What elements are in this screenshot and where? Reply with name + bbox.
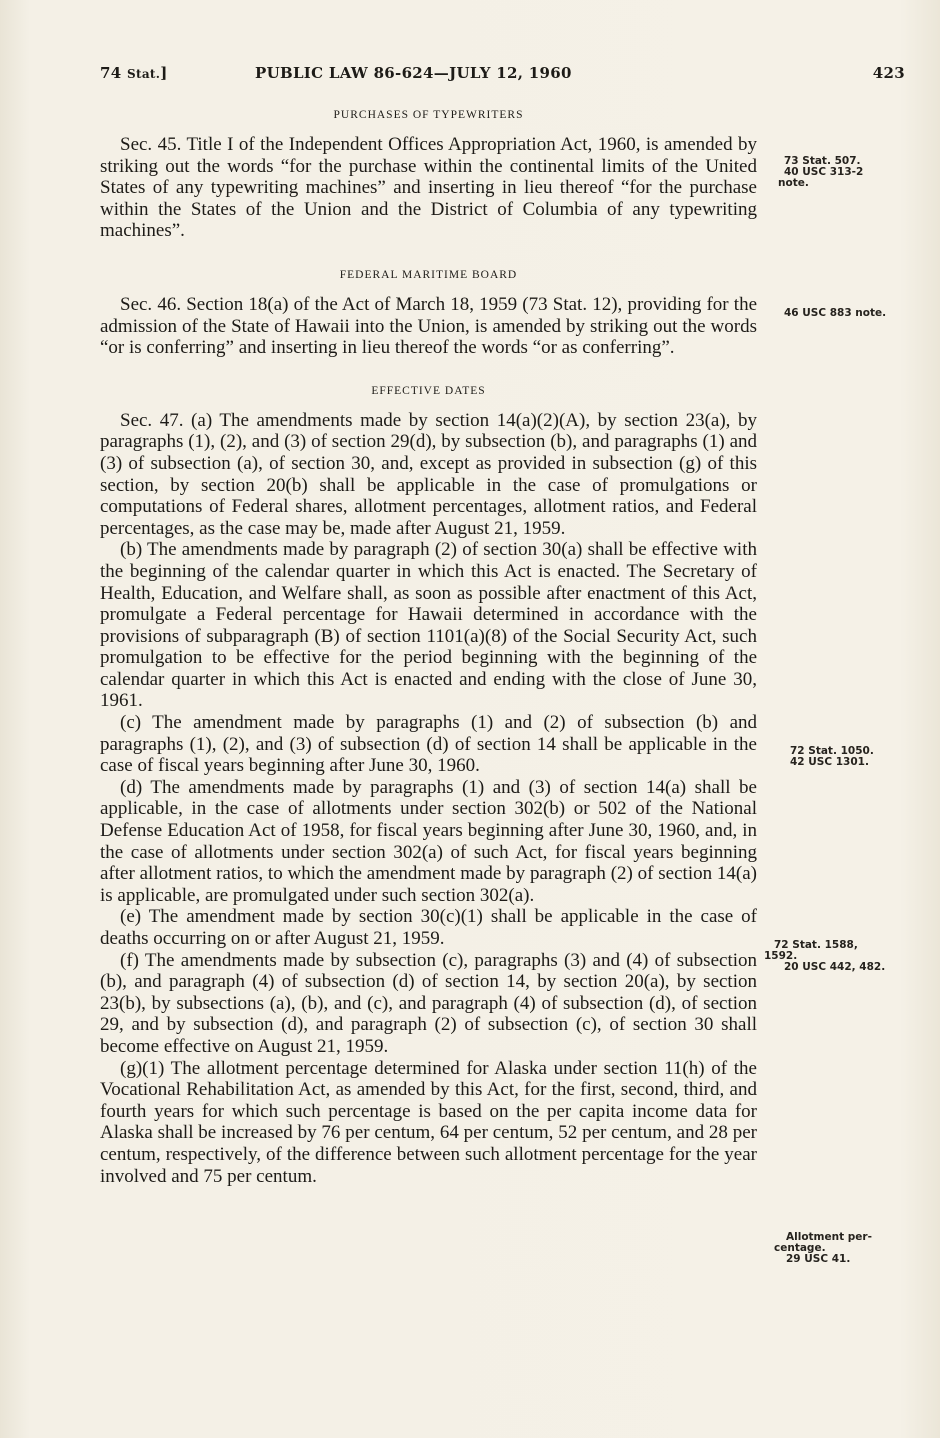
header-title: PUBLIC LAW 86-624—JULY 12, 1960 <box>255 64 572 82</box>
volume-unit: Stat. <box>127 67 161 81</box>
margin-note-line: 72 Stat. 1050. <box>790 745 874 757</box>
volume-number: 74 <box>100 64 122 82</box>
margin-note-maritime <box>784 308 886 319</box>
margin-note-line: 73 Stat. 507. <box>784 155 861 167</box>
margin-note-line: centage. <box>774 1242 826 1254</box>
margin-note-line: Allotment per- <box>786 1231 872 1243</box>
section-heading-maritime: FEDERAL MARITIME BOARD <box>339 268 518 281</box>
section-heading-purchases: PURCHASES OF TYPEWRITERS <box>333 109 524 121</box>
margin-note-line: 29 USC 41. <box>786 1253 851 1265</box>
section-47e-paragraph: (e) The amendment made by section 30(c)(1) shall be applicable in the case of deaths occurring on or after August 21, 1959. <box>100 906 757 949</box>
section-heading-effective-dates: EFFECTIVE DATES <box>371 384 486 397</box>
margin-note-social-security <box>790 746 874 768</box>
page-number: 423 <box>872 64 905 82</box>
margin-note-line: 46 USC 883 note. <box>784 307 887 319</box>
margin-note-education <box>764 940 885 973</box>
section-45-paragraph: Sec. 45. Title I of the Independent Offices Appropriation Act, 1960, is amended by striking out the words “for the purchase within the continental limits of the United States of any typewriting machines” and inserting in lieu thereof “for the purchase within the States of the Union and the District of Columbia of any typewriting machines”. <box>100 134 757 242</box>
margin-note-allotment <box>774 1232 872 1265</box>
margin-note-typewriters <box>778 156 863 189</box>
volume-citation <box>100 64 168 82</box>
running-header <box>100 64 905 84</box>
main-text <box>100 108 757 1187</box>
margin-note-line: 42 USC 1301. <box>790 756 869 768</box>
section-47d-paragraph: (d) The amendments made by paragraphs (1) and (3) of section 14(a) shall be applicable, in the case of allotments under section 302(b) or 502 of the National Defense Education Act of 1958, for fiscal years beginning after June 30, 1960, and, in the case of allotments under section 302(a) of such Act, for fiscal years beginning after allotment ratios, to which the amendment made by paragraph (2) of section 14(a) is applicable, are promulgated under such section 302(a). <box>100 776 757 906</box>
margin-note-line: 72 Stat. 1588, <box>774 939 858 951</box>
spacer <box>100 242 757 268</box>
section-47a-paragraph: Sec. 47. (a) The amendments made by section 14(a)(2)(A), by section 23(a), by paragraphs (1), (2), and (3) of section 29(d), by subsection (b), and paragraphs (1) and (3) of subsection (a), of section 30, and, except as provided in subsection (g) of this section, by section 20(b) shall be applicable in the case of promulgations or computations of Federal shares, allotment percentages, allotment ratios, and Federal percentages, as the case may be, made after August 21, 1959. <box>100 409 757 539</box>
section-47c-paragraph: (c) The amendment made by paragraphs (1) and (2) of subsection (b) and paragraphs (1), (2), and (3) of subsection (d) of section 14 shall be applicable in the case of fiscal years beginning after June 30, 1960. <box>100 712 757 777</box>
section-47f-paragraph: (f) The amendments made by subsection (c), paragraphs (3) and (4) of subsection (b), and paragraph (4) of subsection (d) of section 14, by section 20(a), by section 23(b), by subsections (a), (b), and (c), and paragraph (4) of subsection (d), of section 29, and by subsection (d), and paragraph (2) of subsection (c), of section 30 shall become effective on August 21, 1959. <box>100 949 757 1057</box>
volume-bracket: ] <box>160 64 168 82</box>
margin-note-line: 40 USC 313-2 <box>784 166 864 178</box>
margin-note-line: note. <box>778 177 809 189</box>
spacer <box>100 359 757 384</box>
margin-note-line: 1592. <box>764 950 798 962</box>
section-46-paragraph: Sec. 46. Section 18(a) of the Act of March 18, 1959 (73 Stat. 12), providing for the admission of the State of Hawaii into the Union, is amended by striking out the words “or is conferring” and inserting in lieu thereof the words “or as conferring”. <box>100 293 757 359</box>
section-47g-paragraph: (g)(1) The allotment percentage determined for Alaska under section 11(h) of the Vocational Rehabilitation Act, as amended by this Act, for the first, second, third, and fourth years for which such percentage is based on the per capita income data for Alaska shall be increased by 76 per centum, 64 per centum, 52 per centum, and 28 per centum, respectively, of the difference between such allotment percentage for the year involved and 75 per centum. <box>100 1057 757 1187</box>
section-47b-paragraph: (b) The amendments made by paragraph (2) of section 30(a) shall be effective with the beginning of the calendar quarter in which this Act is enacted. The Secretary of Health, Education, and Welfare shall, as soon as possible after enactment of this Act, promulgate a Federal percentage for Hawaii determined in accordance with the provisions of subparagraph (B) of section 1101(a)(8) of the Social Security Act, such promulgation to be effective for the period beginning with the beginning of the calendar quarter in which this Act is enacted and ending with the close of June 30, 1961. <box>100 539 757 712</box>
margin-note-line: 20 USC 442, 482. <box>784 961 886 973</box>
